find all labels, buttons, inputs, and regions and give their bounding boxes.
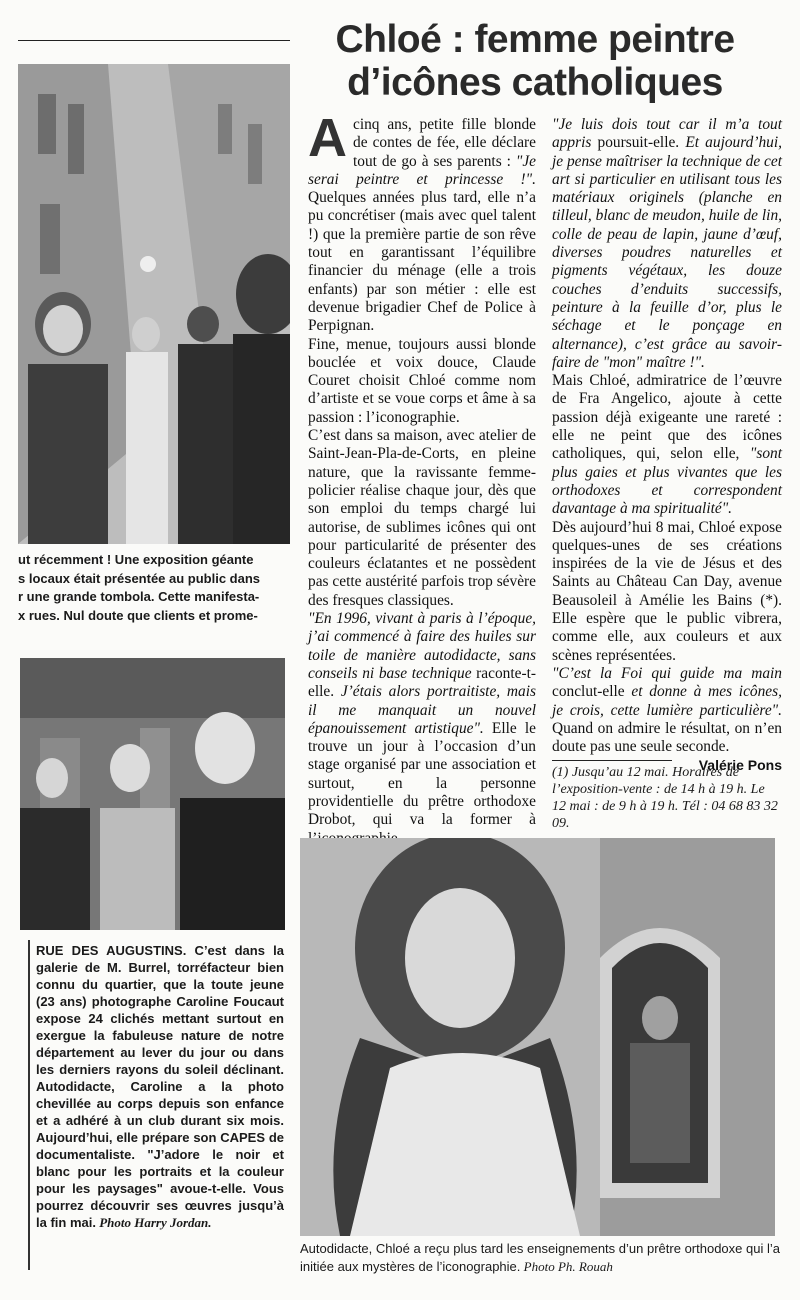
headline (300, 18, 770, 104)
gallery-photo (20, 658, 285, 930)
gallery-caption (36, 942, 284, 1231)
headline-line-1: Chloé : femme peintre (335, 18, 735, 61)
chloe-photo-illustration (300, 838, 775, 1236)
article-paragraph: A cinq ans, petite fille blonde de contes de fée, elle déclare tout de go à ses parents : "Je serai peintre et princesse !". Quelques années plus tard, elle n’a pu concrétiser (mais avec quel talent !) que la première partie de son rêve tout en garantissant l’équilibre financier du ménage (elle a trois enfants) par son métier : elle est devenue brigadier Chef de Police à Perpignan. (308, 108, 536, 335)
caption-line: ut récemment ! Une exposition géante (18, 552, 254, 567)
exhibition-note: (1) Jusqu’au 12 mai. Horaires de l’exposition-vente : de 14 h à 19 h. Le 12 mai : de 9 h à 19 h. Tél : 04 68 83 32 09. (552, 765, 778, 831)
gallery-caption-body: C’est dans la galerie de M. Burrel, torréfacteur bien connu du quartier, que la toute jeune (23 ans) photographe Caroline Foucaut expose 24 clichés mettant surtout en exergue la fabuleuse nature de notre département au lever du jour ou dans les derniers rayons du soleil déclinant. Autodidacte, Caroline a la photo chevillée au corps depuis son enfance et a adhéré à un club durant six mois. Aujourd’hui, elle prépare son CAPES de documentaliste. "J’adore le noir et blanc pour les portraits et la couleur pour les paysages" avoue-t-elle. Vous pourrez découvrir ses œuvres jusqu’à la fin mai. (36, 943, 284, 1230)
article-column-2 (552, 116, 782, 775)
street-photo-illustration (18, 64, 290, 544)
gallery-photo-credit: Photo Harry Jordan. (95, 1215, 212, 1230)
article-paragraph: "Je luis dois tout car il m’a tout appris poursuit-elle. Et aujourd’hui, je pense maîtriser la technique de cet art si particulier en utilisant tous les matériaux originels (planche en tilleul, blanc de meudon, huile de lin, colle de peau de lapin, jaune d’œuf, diverses poudres naturelles et pigments végétaux, les douze couches d’enduits successifs, peinture à la feuille d’or, plus le séchage et le ponçage en alternance), c’est grâce au savoir-faire de "mon" maître !". (552, 116, 782, 371)
author-signature: Valérie Pons (698, 757, 782, 774)
caption-line: x rues. Nul doute que clients et prome- (18, 607, 258, 623)
article-paragraph: Fine, menue, toujours aussi blonde bouclée et voix douce, Claude Couret choisit Chloé comme nom d’artiste et se voue corps et âme à sa passion : l’iconographie. (308, 335, 536, 426)
article-paragraph: Mais Chloé, admiratrice de l’œuvre de Fra Angelico, ajoute à cette passion déjà exigeante une rareté : elle ne peint que des icônes catholiques, qui, selon elle, "sont plus gaies et plus vivantes que les orthodoxes et correspondent davantage à ma spiritualité". (552, 372, 782, 518)
article-paragraph: "C’est la Foi qui guide ma main conclut-elle et donne à mes icônes, je crois, cette lumière particulière". Quand on admire le résultat, on n’en doute pas une seule seconde. (552, 664, 782, 756)
headline-line-2: d’icônes catholiques (347, 61, 723, 104)
chloe-caption-body: Autodidacte, Chloé a reçu plus tard les enseignements d’un prêtre orthodoxe qui l’a initiée aux mystères de l’iconographie. (300, 1241, 780, 1274)
street-crowd-photo (18, 64, 290, 544)
article-paragraph: Dès aujourd’hui 8 mai, Chloé expose quelques-unes de ses créations inspirées de la vie de Jésus et des Saints au Château Can Day, avenue Beausoleil à Amélie les Bains (*). Elle espère que le public vibrera, comme elle, aux couleurs et aux scènes représentées. (552, 518, 782, 664)
note-rule (552, 760, 672, 761)
gallery-photo-illustration (20, 658, 285, 930)
top-rule (18, 40, 290, 41)
caption-line: s locaux était présentée au public dans (18, 570, 261, 586)
gallery-caption-lead: RUE DES AUGUSTINS. (36, 943, 187, 958)
street-photo-caption (18, 551, 290, 625)
chloe-photo-caption (300, 1240, 780, 1275)
caption-line: r une grande tombola. Cette manifesta- (18, 589, 260, 604)
chloe-portrait-photo (300, 838, 775, 1236)
caption-side-bar (28, 940, 30, 1270)
drop-cap: A (308, 108, 347, 168)
chloe-photo-credit: Photo Ph. Rouah (520, 1258, 613, 1274)
article-column-1 (308, 108, 536, 848)
article-paragraph: C’est dans sa maison, avec atelier de Saint-Jean-Pla-de-Corts, en pleine nature, que la ravissante femme-policier réalise chaque jour, dès que son emploi du temps chargé lui autorise, de sublimes icônes qui ont pour particularité de présenter des couleurs éclatantes et ne possèdent pas cette austérité parfois trop sévère des fresques classiques. (308, 427, 536, 609)
article-paragraph: "En 1996, vivant à paris à l’époque, j’ai commencé à faire des huiles sur toile de manière autodidacte, sans conseils ni base technique raconte-t-elle. J’étais alors portraitiste, mais il me manquait un nouvel épanouissement artistique". Elle le trouve un jour à l’occasion d’un stage organisé par une association et surtout, en la personne providentielle du prêtre orthodoxe Drobot, qui va la former à (308, 610, 536, 829)
